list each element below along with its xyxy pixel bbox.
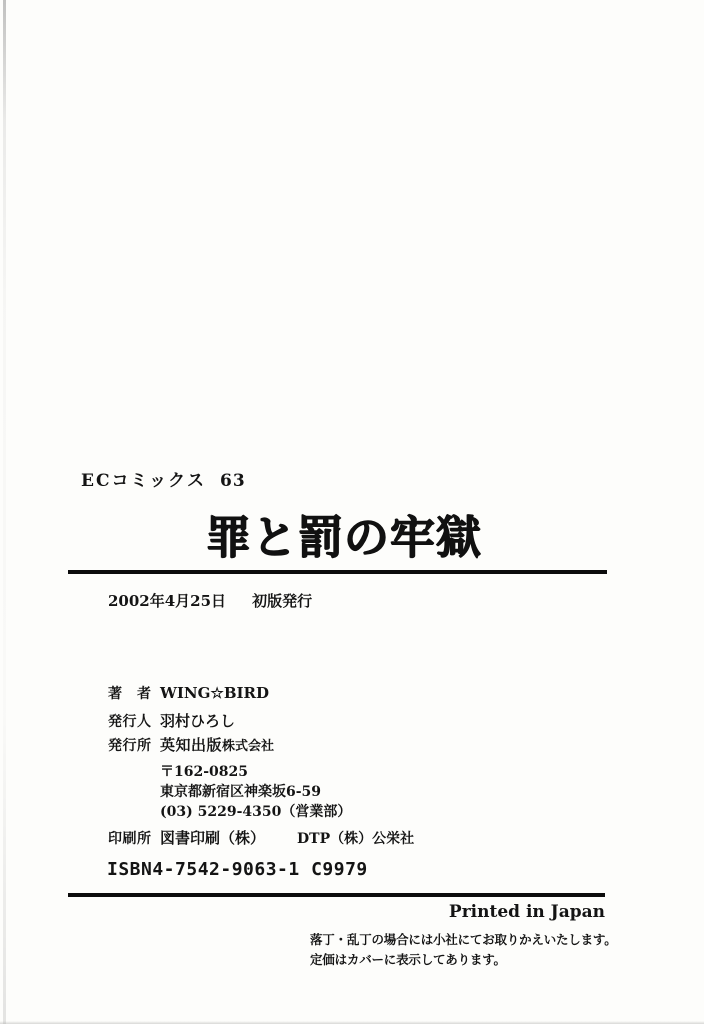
publisher-person-row xyxy=(108,711,414,732)
edition-line xyxy=(108,590,312,611)
publisher-name: 英知出版 xyxy=(160,736,223,754)
edition-label: 初版発行 xyxy=(252,592,313,610)
notice-line-2: 定価はカバーに表示してあります。 xyxy=(310,952,506,967)
author-row xyxy=(108,683,414,704)
notice-line-1: 落丁・乱丁の場合には小社にてお取りかえいたします。 xyxy=(310,932,617,947)
notices-block xyxy=(310,930,617,970)
series-label xyxy=(81,466,246,491)
edition-date: 2002年4月25日 xyxy=(108,592,227,610)
publisher-suffix: 株式会社 xyxy=(222,739,275,754)
colophon-block xyxy=(108,683,414,849)
book-title: 罪と罰の牢獄 xyxy=(205,511,482,564)
series-number: 63 xyxy=(219,471,246,491)
printer-label: 印刷所 xyxy=(108,831,152,847)
publisher-person-name: 羽村ひろし xyxy=(160,712,236,730)
printer-name: 図書印刷（株） xyxy=(160,829,266,847)
divider-top xyxy=(68,570,607,574)
isbn-text: ISBN4-7542-9063-1 C9979 xyxy=(107,859,368,880)
publisher-row xyxy=(108,735,414,757)
series-name: ECコミックス xyxy=(81,471,206,491)
printer-row xyxy=(108,828,414,849)
publisher-label: 発行所 xyxy=(108,738,152,754)
phone-line: (03) 5229-4350（営業部） xyxy=(160,804,352,820)
publisher-person-label: 発行人 xyxy=(108,714,152,730)
scan-edge-artifact-left xyxy=(3,0,6,1024)
postal-code-line: 〒162-0825 xyxy=(160,764,248,780)
printed-in-japan: Printed in Japan xyxy=(448,902,605,922)
author-label: 著 者 xyxy=(108,686,152,702)
dtp-credit: DTP（株）公栄社 xyxy=(297,831,415,847)
address-line: 東京都新宿区神楽坂6-59 xyxy=(160,784,322,800)
author-name: WING☆BIRD xyxy=(160,684,269,702)
divider-bottom xyxy=(68,893,605,897)
